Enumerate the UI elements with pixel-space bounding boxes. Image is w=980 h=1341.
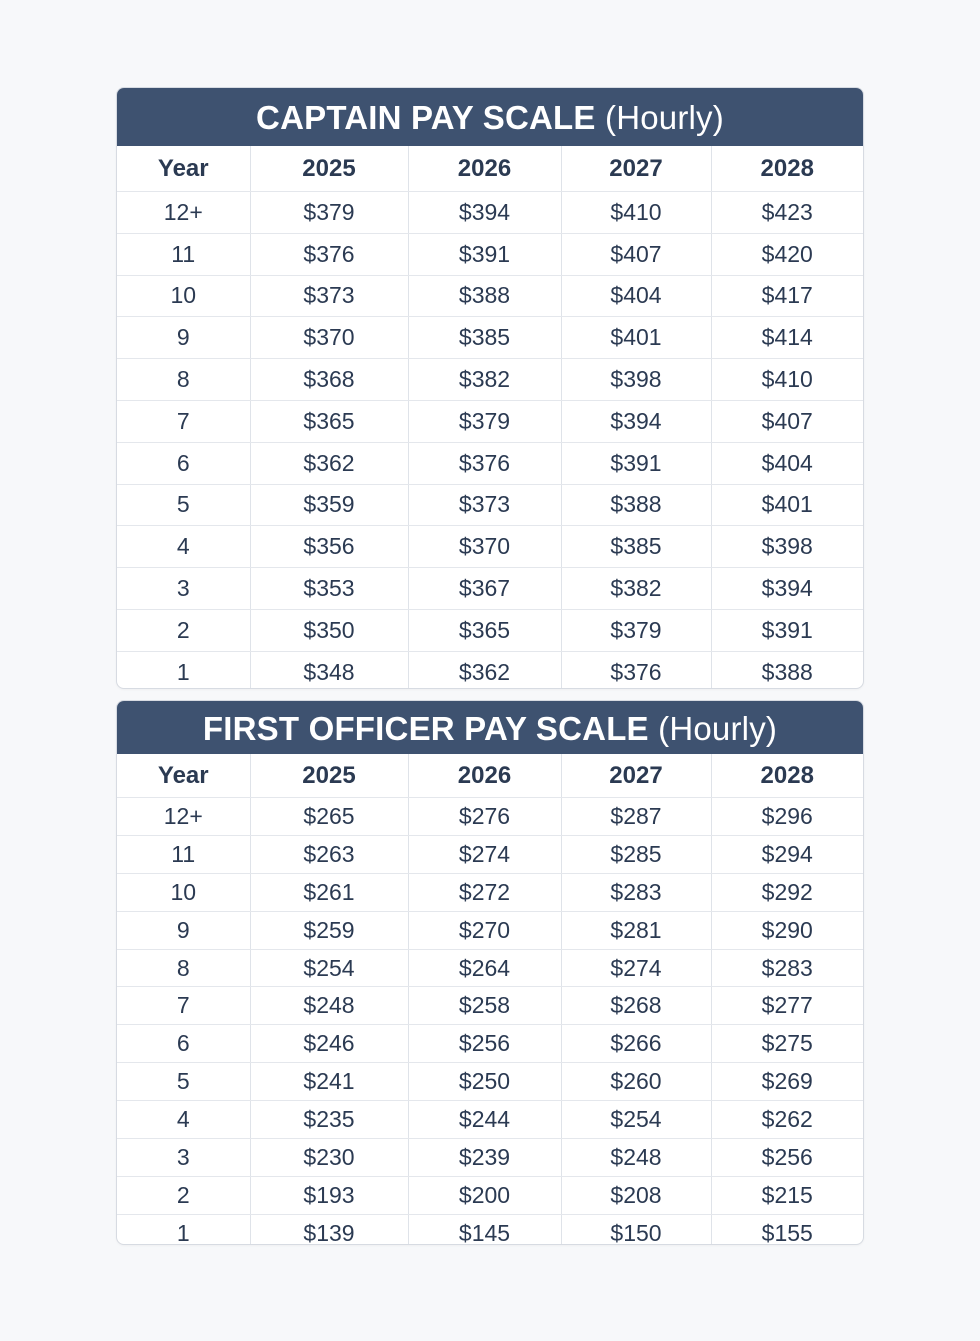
pay-2028-cell: $292 [711,873,863,911]
pay-2027-cell: $379 [561,609,711,651]
pay-2027-cell: $260 [561,1063,711,1101]
pay-2025-cell: $193 [250,1176,408,1214]
pay-2026-cell: $385 [408,317,561,359]
year-cell: 5 [117,1063,250,1101]
column-header-year: Year [117,754,250,798]
column-header-year: Year [117,146,250,192]
pay-2025-cell: $353 [250,568,408,610]
year-cell: 5 [117,484,250,526]
pay-2027-cell: $385 [561,526,711,568]
pay-2028-cell: $294 [711,835,863,873]
pay-2028-cell: $404 [711,442,863,484]
captain-pay-table [117,146,863,689]
pay-2025-cell: $235 [250,1101,408,1139]
column-header-2027: 2027 [561,146,711,192]
pay-2028-cell: $410 [711,359,863,401]
year-cell: 7 [117,400,250,442]
year-cell: 8 [117,949,250,987]
table-row [117,1176,863,1214]
year-cell: 12+ [117,192,250,234]
table-row [117,1214,863,1245]
pay-2027-cell: $382 [561,568,711,610]
year-cell: 6 [117,1025,250,1063]
table-row [117,987,863,1025]
pay-2025-cell: $265 [250,798,408,836]
pay-2028-cell: $420 [711,233,863,275]
pay-2025-cell: $373 [250,275,408,317]
pay-2028-cell: $283 [711,949,863,987]
pay-2028-cell: $262 [711,1101,863,1139]
year-cell: 4 [117,526,250,568]
pay-2025-cell: $139 [250,1214,408,1245]
year-cell: 10 [117,873,250,911]
year-cell: 11 [117,233,250,275]
pay-2025-cell: $356 [250,526,408,568]
year-cell: 7 [117,987,250,1025]
pay-2025-cell: $263 [250,835,408,873]
column-header-2028: 2028 [711,754,863,798]
pay-2027-cell: $388 [561,484,711,526]
year-cell: 6 [117,442,250,484]
pay-2027-cell: $391 [561,442,711,484]
pay-2027-cell: $208 [561,1176,711,1214]
pay-2026-cell: $373 [408,484,561,526]
pay-2028-cell: $423 [711,192,863,234]
year-cell: 4 [117,1101,250,1139]
column-header-2025: 2025 [250,146,408,192]
captain-table-header [117,146,863,192]
table-row [117,359,863,401]
year-cell: 2 [117,609,250,651]
first-officer-title-main: FIRST OFFICER PAY SCALE [202,710,649,747]
column-header-2025: 2025 [250,754,408,798]
pay-2028-cell: $394 [711,568,863,610]
table-row [117,233,863,275]
table-row [117,568,863,610]
pay-2027-cell: $248 [561,1139,711,1177]
year-cell: 3 [117,1139,250,1177]
pay-2026-cell: $379 [408,400,561,442]
pay-2027-cell: $281 [561,911,711,949]
pay-2025-cell: $368 [250,359,408,401]
first-officer-title-suffix: (Hourly) [658,710,778,747]
pay-2027-cell: $376 [561,651,711,689]
pay-2027-cell: $254 [561,1101,711,1139]
pay-2025-cell: $241 [250,1063,408,1101]
pay-2028-cell: $296 [711,798,863,836]
pay-2025-cell: $376 [250,233,408,275]
pay-2027-cell: $266 [561,1025,711,1063]
pay-2025-cell: $350 [250,609,408,651]
pay-2028-cell: $269 [711,1063,863,1101]
pay-2025-cell: $362 [250,442,408,484]
year-cell: 12+ [117,798,250,836]
year-cell: 8 [117,359,250,401]
pay-2026-cell: $258 [408,987,561,1025]
table-row [117,400,863,442]
pay-2027-cell: $150 [561,1214,711,1245]
year-cell: 9 [117,911,250,949]
table-row [117,911,863,949]
table-row [117,192,863,234]
table-row [117,317,863,359]
table-row [117,651,863,689]
table-row [117,1139,863,1177]
pay-2025-cell: $248 [250,987,408,1025]
pay-2026-cell: $272 [408,873,561,911]
pay-2026-cell: $367 [408,568,561,610]
pay-2025-cell: $259 [250,911,408,949]
pay-2026-cell: $264 [408,949,561,987]
captain-title-suffix: (Hourly) [605,99,724,136]
pay-2025-cell: $379 [250,192,408,234]
table-row [117,609,863,651]
column-header-2026: 2026 [408,146,561,192]
pay-2027-cell: $407 [561,233,711,275]
pay-2027-cell: $287 [561,798,711,836]
pay-2028-cell: $407 [711,400,863,442]
pay-2028-cell: $275 [711,1025,863,1063]
pay-2028-cell: $290 [711,911,863,949]
pay-2027-cell: $404 [561,275,711,317]
pay-2028-cell: $256 [711,1139,863,1177]
year-cell: 2 [117,1176,250,1214]
pay-2026-cell: $239 [408,1139,561,1177]
table-row [117,1025,863,1063]
captain-pay-scale-card [116,87,864,689]
table-row [117,1063,863,1101]
first-officer-table-body [117,798,863,1246]
pay-2025-cell: $254 [250,949,408,987]
column-header-2026: 2026 [408,754,561,798]
pay-2025-cell: $365 [250,400,408,442]
year-cell: 9 [117,317,250,359]
year-cell: 1 [117,1214,250,1245]
pay-2025-cell: $230 [250,1139,408,1177]
pay-2027-cell: $274 [561,949,711,987]
pay-2027-cell: $394 [561,400,711,442]
table-row [117,275,863,317]
pay-2028-cell: $388 [761,658,813,685]
pay-2026-cell: $145 [408,1214,561,1245]
pay-2028-cell: $398 [711,526,863,568]
pay-2026-cell: $394 [408,192,561,234]
pay-2025-cell: $370 [250,317,408,359]
year-cell: 3 [117,568,250,610]
table-row [117,442,863,484]
table-row [117,1101,863,1139]
table-row [117,835,863,873]
table-row [117,873,863,911]
pay-2026-cell: $244 [408,1101,561,1139]
pay-2027-cell: $410 [561,192,711,234]
pay-2026-cell: $382 [408,359,561,401]
column-header-2028: 2028 [711,146,863,192]
first-officer-header-row [117,754,863,798]
pay-2028-cell: $401 [711,484,863,526]
pay-2026-cell: $270 [408,911,561,949]
pay-2026-cell: $365 [408,609,561,651]
captain-pay-scale-title [117,88,863,146]
pay-2027-cell: $398 [561,359,711,401]
table-row [117,526,863,568]
pay-2025-cell: $246 [250,1025,408,1063]
column-header-2027: 2027 [561,754,711,798]
pay-2028-cell: $414 [711,317,863,359]
table-row [117,798,863,836]
first-officer-table-header [117,754,863,798]
captain-table-body [117,192,863,690]
year-cell: 10 [117,275,250,317]
pay-2028-cell: $155 [761,1219,813,1245]
pay-2026-cell: $391 [408,233,561,275]
pay-2026-cell: $388 [408,275,561,317]
pay-2028-cell: $417 [711,275,863,317]
pay-2027-cell: $283 [561,873,711,911]
pay-2028-cell: $391 [711,609,863,651]
pay-2028-cell: $215 [711,1176,863,1214]
pay-2026-cell: $362 [408,651,561,689]
year-cell: 11 [117,835,250,873]
first-officer-pay-scale-title [117,701,863,754]
pay-2027-cell: $285 [561,835,711,873]
captain-header-row [117,146,863,192]
pay-2026-cell: $370 [408,526,561,568]
captain-title-main: CAPTAIN PAY SCALE [256,99,596,136]
table-row [117,949,863,987]
pay-2026-cell: $276 [408,798,561,836]
pay-2026-cell: $250 [408,1063,561,1101]
pay-2026-cell: $274 [408,835,561,873]
year-cell: 1 [117,651,250,689]
first-officer-pay-table [117,754,863,1245]
pay-2026-cell: $256 [408,1025,561,1063]
pay-2028-cell: $277 [711,987,863,1025]
pay-2025-cell: $261 [250,873,408,911]
table-row [117,484,863,526]
first-officer-pay-scale-card [116,700,864,1245]
pay-2027-cell: $401 [561,317,711,359]
pay-2027-cell: $268 [561,987,711,1025]
pay-2025-cell: $348 [250,651,408,689]
pay-2025-cell: $359 [250,484,408,526]
pay-2026-cell: $376 [408,442,561,484]
pay-2026-cell: $200 [408,1176,561,1214]
